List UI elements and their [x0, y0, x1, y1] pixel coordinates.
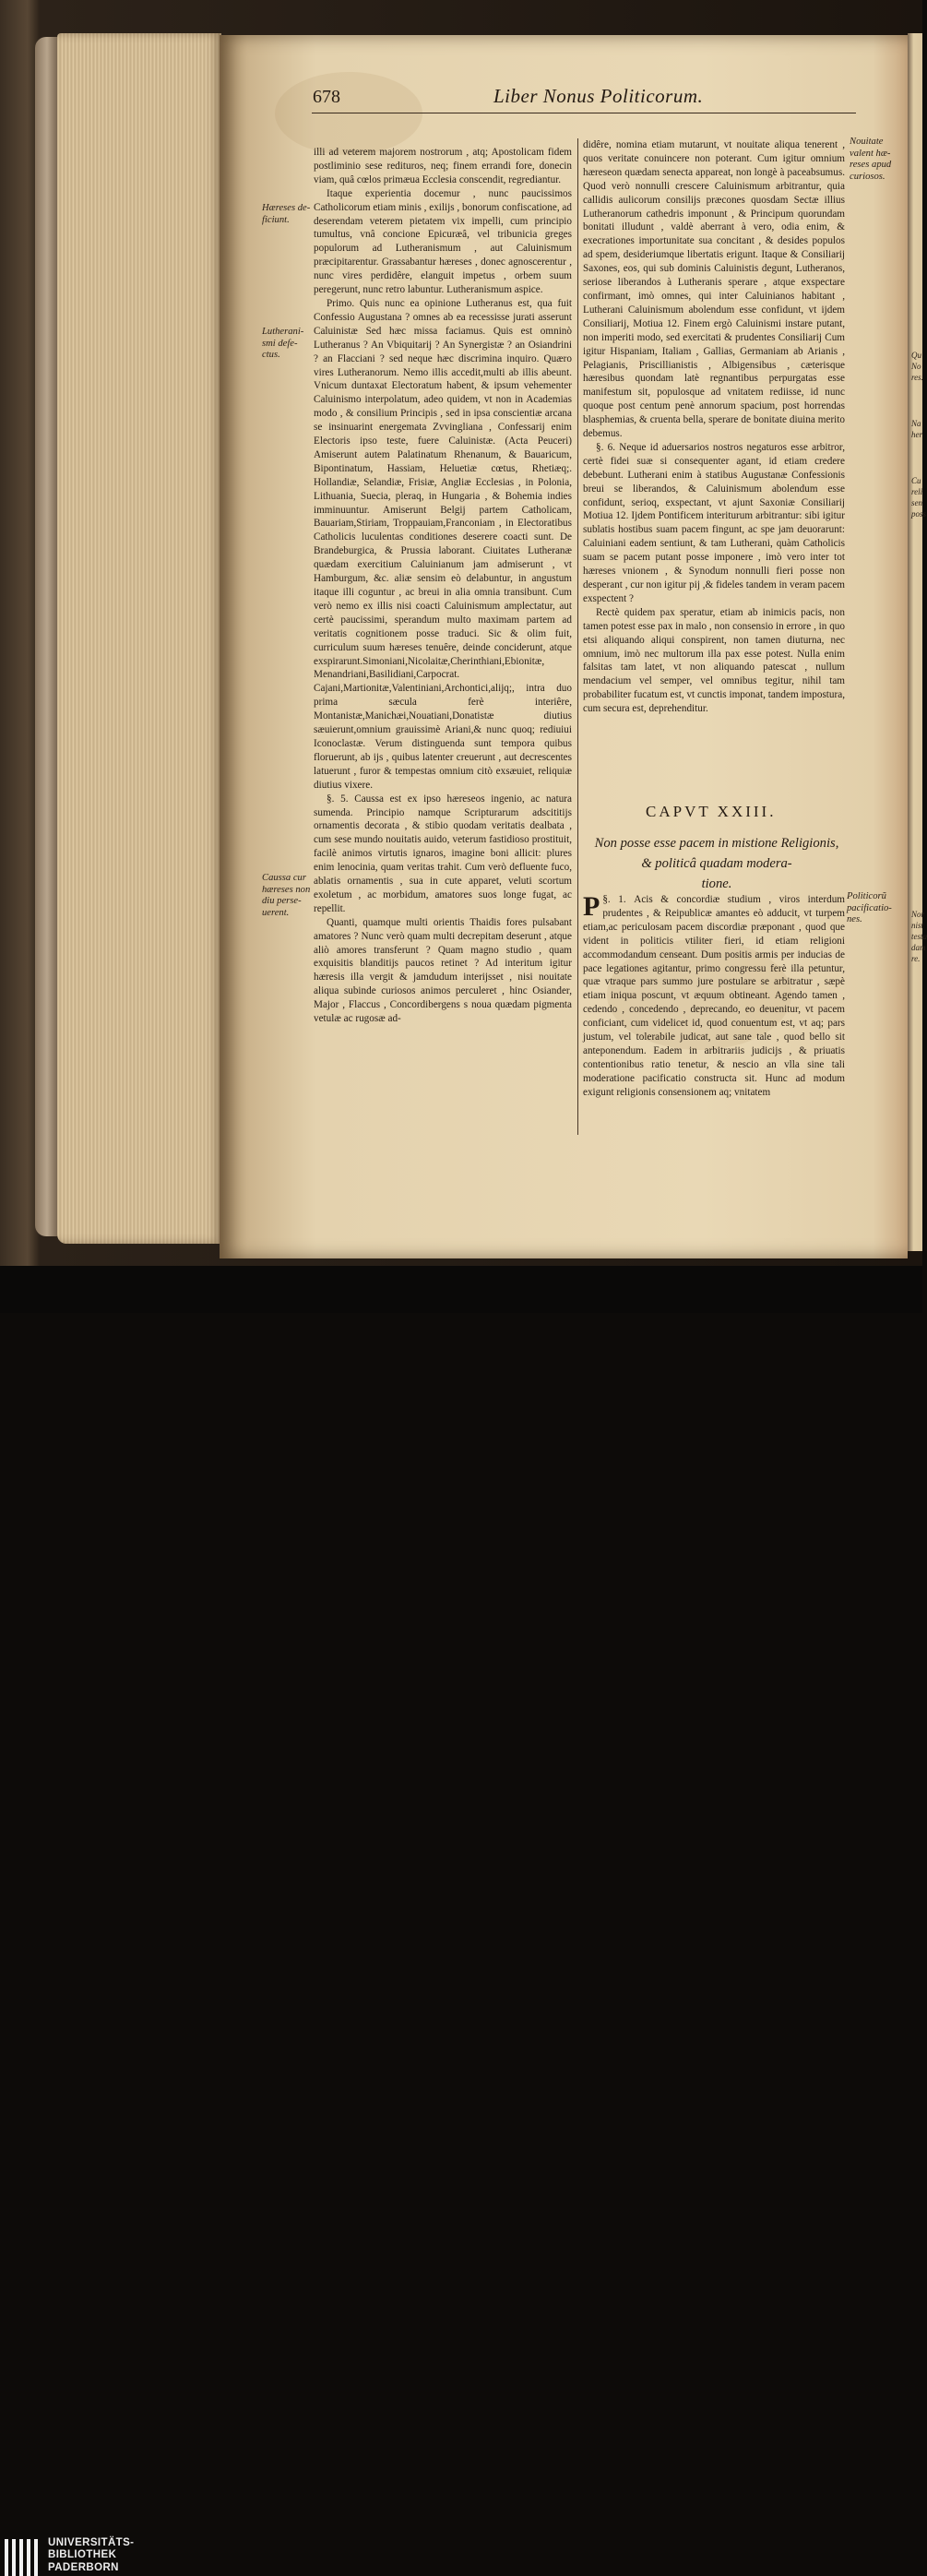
next-page-fragment: sen: [911, 498, 922, 507]
next-page-fragment: No: [911, 362, 921, 371]
column-divider: [577, 138, 578, 1135]
running-title: Liber Nonus Politicorum.: [493, 85, 704, 107]
page-number: 678: [313, 87, 340, 107]
paragraph: Itaque experientia docemur , nunc paucissimos Catholicorum etiam minis , exilijs , bonorum confiscatione, ad deserendam veterem pietatem vix impelli, cum principio tumultus, vnâ concione Epicuræâ, vel tribunicia greges populorum ad Lutheranismum , aut Caluinismum præcipitarentur. Grassabantur hæreses , donec agnoscerentur , nunc vires perdidêre, elanguit impetus , orbem suum peregerunt, nunc retro labuntur. Lutheranismum aspice.: [314, 187, 572, 296]
facing-page-edge: [908, 33, 927, 1251]
margin-note: Lutherani- smi defe- ctus.: [262, 327, 304, 361]
paragraph: didêre, nomina etiam mutarunt, vt nouitate aliqua tenerent , quos veritate conuincere non poterant. Cum igitur omnium hæreseon quædam senecta appareat, non longè à paceabsumus. Quod verò nonnulli crescere Caluinismum arbitrantur, quia callidis aulicorum consilijs præcones quosdam Sectæ illius Lutheranorum cathedris imponunt , & Principum quorundam bonitati illudunt , valdè aberrant à vero, odia enim, & execrationes importunitate sua concitant , & desides populos ad spem, desideriumque libertatis erigunt. Itaque & Consiliarij Saxones, eos, qui sub dominis Caluinistis degunt, Lutheranos, seriose liberandos à Lutheranis sperare , atque exspectare confirmant, imò omnes, qui inter Caluinianos habitant , Lutherani Caluinismum abolendum esse confidunt, vt ijdem Consiliarij, Motiua 12. Finem ergò Caluinismi instare putant, non imperiti modo, sed exercitati & prudentes Consiliarij Cum igitur Hispaniam, Italiam , Gallias, Germaniam ab Arianis , Pelagianis, Priscillianistis , Albigensibus , cæterisque hæresibus quondam latè regnantibus perpurgatas esse manifestum sit, populosque ad vnitatem rediisse, id nunc quoque post centum penè annorum spacium, post horrendas blasphemias, & cruenta bella, sperare de bonitate diuina merito debemus.: [583, 139, 845, 440]
running-header: [309, 85, 862, 111]
paragraph: Primo. Quis nunc ea opinione Lutheranus est, qua fuit Confessio Augustana ? omnes ab ea recessisse jurati asserunt Caluinistæ Sed hæc missa faciamus. Quis est omninò Lutheranus ? An Vbiquitarij ? An Synergistæ ? an Osiandrini ? an Flacciani ? sed neque hæc discrimina inquiro. Quæro vires Lutheranorum. Nemo illis accedit,multi ab illis abeunt. Vnicum duntaxat Electoratum habent, & ipsum vehementer Caluinismo interpolatum, adeo quidem, vt non in Academias modo , & consilium Principis , sed in ipsa conscientiæ arcana se insinuarint energemata Zvvingliana , Confessarij enim Electoris ipso teste, fuere Caluinistæ. (Acta Peuceri) Amiserunt autem Palatinatum Rhenanum, & Bauaricum, Bipontinatum, Hassiam, Heluetiæ cœtus, Rhetiæq;. Hollandiæ, Selandiæ, Frisiæ, Angliæ Ecclesias , in Polonia, Lithuania, Suecia, pleraq, in Hungaria , & Bohemia indies imminuuntur. Amiserunt Belgij partem Catholicam, Bauariam,Stiriam, Troppauiam,Franconiam , in Electoratibus Catholicis luculentas conditiones deserere coacti sunt. De Brandeburgica, & Prussia laborant. Ciuitates Lutheranæ quædam exercitium Caluinianum jam admiserunt , vt Hamburgum, &c. aliæ sensim eò delabuntur, in angustum itaque illi coguntur , ac breui in alia omnia transibunt. Cum verò nemo ex illis nisi coacti Caluinismum amplectatur, aut certè paucissimi, sperandum multo maximam partem ad veritatis cognitionem posse traduci. Sic & olim fuit, curriculum suum hæreses tenuêre, deinde conciderunt, atque exspirarunt.Simoniani,Nicolaitæ,Cherinthiani,Ebionitæ, Menandriani,Basilidiani,Carpocrat. Cajani,Martionitæ,Valentiniani,Archontici,alijq;, intra duo prima sæcula ferè interiêre, Montanistæ,Manichæi,Nouatiani,Donatistæ diutius sæuierunt,omnium grauissimè Ariani,& nunc quoq; rediuiui Iconoclastæ. Verum distinguenda sunt tempora quibus floruerunt, ab ijs , quibus latenter creuerunt , aut decrescentes latuerunt , furor & tempestas omnium citò exsæuiet, reliquiæ diutius vixere.: [314, 297, 572, 791]
next-page-fragment: her: [911, 430, 922, 439]
next-page-fragment: nist: [911, 921, 924, 930]
book-scan: [0, 0, 927, 1266]
next-page-fragment: Na: [911, 419, 921, 428]
paragraph: §. 6. Neque id aduersarios nostros negaturos esse arbitror, certè fidei suæ si consequenter agant, id etiam credere debebunt. Lutherani enim à statibus Augustanæ Confessionis breui se liberandos, & Caluinismum abolendum esse confidunt, serioq, exspectant, vt ajunt Saxoniæ Consiliarij Motiua 12. Ijdem Pontificem interiturum arbitrantur: sibi igitur sublatis hostibus suam pacem fingunt, ac spe jam deuorarunt: Caluiniani eadem sentiunt, & tam Lutherani, quàm Catholicis suam se pacem putant posse imponere , imò vero inter tot hæreses vnionem , & Synodum nonnulli fieri posse non desperant , cur non igitur pij ,& fideles tandem in veram pacem exspectent ?: [583, 441, 845, 604]
margin-note: Politicorũ pacificatio- nes.: [847, 891, 892, 925]
paragraph: Acis & concordiæ studium , viros interdum prudentes , & Reipublicæ amantes eò adducit, vt turpem etiam,ac periculosam pacem discordiæ præponant , quod que vident in politicis vtiliter fieri, id etiam religioni accommodandum censeant. Dum positis armis per inducias de pace legationes agitantur, primo congressu ferè illa petuntur, quæ vtraque pars summo jure postulare se arbitratur , sæpè etiam iniqua poscunt, vt æquum obtineant. Agendo tamen , cedendo , concedendo , deprecando, eo deuenitur, vt pacem conficiant, cum videlicet id, quod conuentum est, vt aq; pars justum, vel tolerabile judicat, aut sane tale , quod bello sit anteponendum. Eadem in arbitrariis judicijs , & priuatis contentionibus ratio tenetur, & nescio an vlla sine tali moderatione pacificatio constructa sit. Hunc ad modum exigunt religionis consensionem aq; vnitatem: [583, 894, 846, 1098]
chapter-heading: CAPVT XXIII.: [646, 803, 777, 820]
paragraph: Rectè quidem pax speratur, etiam ab inimicis pacis, non tamen potest esse pax in malo , non consensio in errore , in quo etsi aliquando aliqui conspirent, non tamen diuturna, nec omnium, imò nec multorum illa pax esse potest. Nulla enim falsitas tam latet, vt non aliquando patescat , nullum mendacium vel semper, vel omnibus tegitur, nihil tam probabiliter fucatum est, vt cunctis imponat, tandem impostura, cum secura est, deprehenditur.: [583, 606, 845, 715]
paragraph: illi ad veterem majorem nostrorum , atq; Apostolicam fidem postliminio sese redituros, neq; finem errandi fore, donecin viam, quâ cœlos primæua Ecclesia conscendit, regrediantur.: [314, 147, 572, 185]
drop-cap: P: [583, 891, 600, 922]
right-text-column: [583, 138, 845, 716]
next-page-fragment: re.: [911, 954, 921, 963]
chapter-title: Non posse esse pacem in mistione Religionis, & politicâ quadam modera- tione.: [594, 836, 839, 891]
margin-note: Hæreses de- ficiunt.: [262, 203, 311, 225]
paragraph: Quanti, quamque multi orientis Thaidis fores pulsabant amatores ? Nunc verò quam multi decrepitam deserunt , atque aliò amores transferunt ? Quam magno studio , quam exquisitis blanditijs paucos retinet ? Ad interitum igitur hæresis illa vergit & jamdudum interijsset , nisi nouitate aliqua subinde curiosos animos perculeret , hinc Osiander, Major , Flaccus , Concordibergens s noua quædam pigmenta vetulæ ac rugosæ ad-: [314, 916, 572, 1025]
library-name: UNIVERSITÄTS- BIBLIOTHEK PADERBORN: [48, 2537, 135, 2573]
library-footer: [0, 1266, 922, 2573]
next-page-fragment: Qu: [911, 351, 921, 360]
left-text-column: [314, 146, 572, 1026]
next-page-fragment: Nor: [911, 910, 925, 919]
section-number: §. 1.: [602, 894, 626, 905]
next-page-fragment: poss: [911, 509, 927, 519]
page-edges: [57, 33, 221, 1244]
paragraph: §. 5. Caussa est ex ipso hæreseos ingenio, ac natura sumenda. Principio namque Scripturarum adscititijs ornamentis decorata , & stibio quodam veritatis dealbata , cum sese mundo nouitatis auido, veterum fastidioso prostituit, facilè animos virtutis ignaros, imagine boni allicit: plures enim lenocinia, quam veritas trahit. Cum verò defluente fuco, ablatis ornamentis , sua in cute apparet, veluti scortum exoletum , ac morbidum, amatores suos longe fugat, ac repellit.: [314, 793, 572, 914]
chapter-body: [583, 893, 845, 1100]
margin-note: Caussa cur hæreses non diu perse- uerent.: [262, 873, 311, 918]
next-page-fragment: res.: [911, 373, 923, 382]
margin-note: Nouitate valent hæ- reses apud curiosos.: [850, 137, 892, 182]
book-spine: [35, 37, 59, 1236]
next-page-fragment: dam: [911, 943, 926, 952]
library-logo-icon: [5, 2539, 40, 2576]
next-page-fragment: Cu: [911, 476, 921, 485]
next-page-fragment: testa: [911, 932, 927, 941]
next-page-fragment: reli: [911, 487, 923, 496]
